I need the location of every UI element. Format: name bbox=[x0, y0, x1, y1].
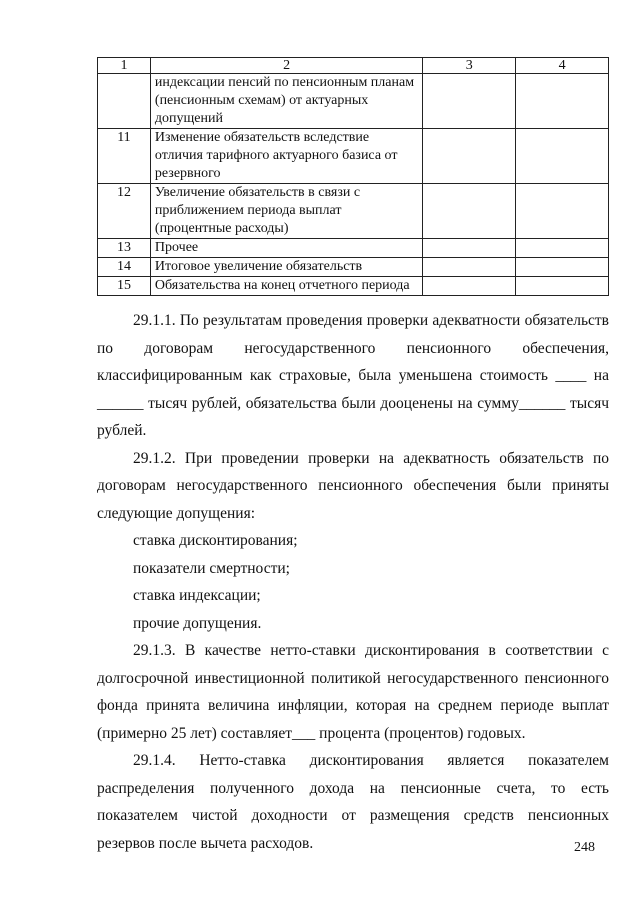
header-cell-1: 1 bbox=[98, 58, 151, 74]
row-description: индексации пенсий по пенсионным планам (пенсионным схемам) от актуарных допущений bbox=[150, 74, 423, 129]
row-number: 12 bbox=[98, 184, 151, 239]
row-col3 bbox=[423, 184, 516, 239]
row-col4 bbox=[516, 258, 609, 277]
row-col4 bbox=[516, 239, 609, 258]
row-col3 bbox=[423, 129, 516, 184]
row-col4 bbox=[516, 184, 609, 239]
table-header-row bbox=[98, 58, 609, 74]
row-col4 bbox=[516, 129, 609, 184]
table-row bbox=[98, 184, 609, 239]
paragraph-29-1-3: 29.1.3. В качестве нетто-ставки дисконтирования в соответствии с долгосрочной инвестиционной политикой негосударственного пенсионного фонда принята величина инфляции, которая на среднем периоде выплат (примерно 25 лет) составляет___ процента (процентов) годовых. bbox=[97, 642, 609, 742]
row-col4 bbox=[516, 277, 609, 296]
obligations-table bbox=[97, 57, 609, 296]
row-col3 bbox=[423, 277, 516, 296]
table-row bbox=[98, 74, 609, 129]
paragraph-29-1-2: 29.1.2. При проведении проверки на адекватность обязательств по договорам негосударственного пенсионного обеспечения были приняты следующие допущения: bbox=[97, 449, 609, 522]
row-col3 bbox=[423, 239, 516, 258]
table-row bbox=[98, 239, 609, 258]
table-row bbox=[98, 129, 609, 184]
header-cell-2: 2 bbox=[150, 58, 423, 74]
header-cell-4: 4 bbox=[516, 58, 609, 74]
row-description: Прочее bbox=[150, 239, 423, 258]
paragraph-29-1-1: 29.1.1. По результатам проведения проверки адекватности обязательств по договорам негосударственного пенсионного обеспечения, классифицированным как страховые, была уменьшена стоимость ____ на ______ тысяч рублей, обязательства были дооценены на сумму______ тысяч рублей. bbox=[97, 312, 609, 439]
row-description: Увеличение обязательств в связи с приближением периода выплат (процентные расходы) bbox=[150, 184, 423, 239]
page-number: 248 bbox=[574, 840, 595, 855]
header-cell-3: 3 bbox=[423, 58, 516, 74]
body-text bbox=[97, 307, 609, 857]
row-col3 bbox=[423, 258, 516, 277]
row-description: Изменение обязательств вследствие отличия тарифного актуарного базиса от резервного bbox=[150, 129, 423, 184]
assumption-item: ставка индексации; bbox=[133, 587, 261, 604]
row-col4 bbox=[516, 74, 609, 129]
assumption-item: прочие допущения. bbox=[133, 614, 262, 632]
table-row bbox=[98, 258, 609, 277]
paragraph-29-1-4: 29.1.4. Нетто-ставка дисконтирования является показателем распределения полученного дохода на пенсионные счета, то есть показателем чистой доходности от размещения средств пенсионных резервов после вычета расходов. bbox=[97, 752, 609, 852]
row-number: 11 bbox=[98, 129, 151, 184]
row-number: 14 bbox=[98, 258, 151, 277]
row-col3 bbox=[423, 74, 516, 129]
row-number bbox=[98, 74, 151, 129]
row-description: Обязательства на конец отчетного периода bbox=[150, 277, 423, 296]
row-number: 13 bbox=[98, 239, 151, 258]
table-row bbox=[98, 277, 609, 296]
assumption-item: показатели смертности; bbox=[133, 559, 290, 577]
row-number: 15 bbox=[98, 277, 151, 296]
row-description: Итоговое увеличение обязательств bbox=[150, 258, 423, 277]
assumption-item: ставка дисконтирования; bbox=[133, 532, 298, 549]
